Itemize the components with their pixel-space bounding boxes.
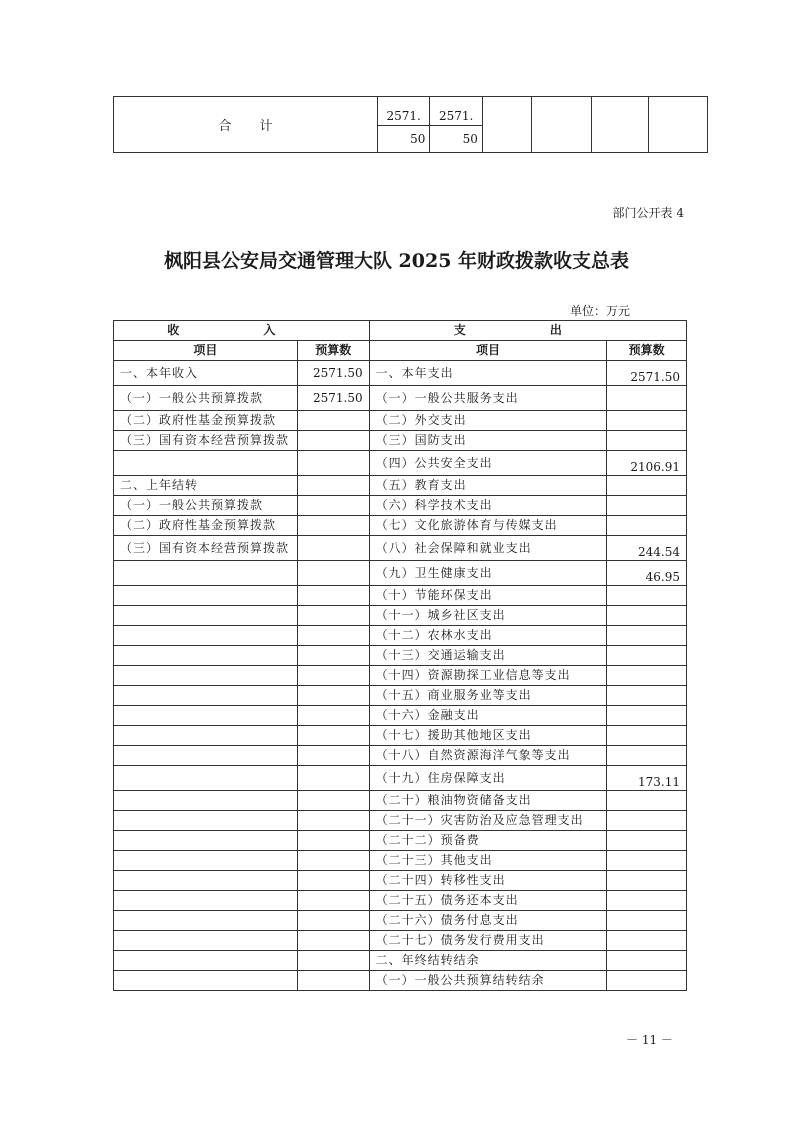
summary-empty-cell (482, 97, 531, 153)
income-item: （一）一般公共预算拨款 (114, 386, 298, 411)
table-row (114, 791, 687, 811)
table-row (114, 851, 687, 871)
expense-item: （五）教育支出 (369, 476, 607, 496)
income-item (114, 686, 298, 706)
income-item (114, 911, 298, 931)
income-item (114, 666, 298, 686)
expense-item: （十一）城乡社区支出 (369, 606, 607, 626)
income-value: 2571.50 (297, 386, 369, 411)
income-value (297, 951, 369, 971)
table-row (114, 561, 687, 586)
expense-header: 支 出 (369, 321, 686, 341)
expense-item: （二）外交支出 (369, 411, 607, 431)
income-value (297, 451, 369, 476)
revenue-expenditure-table (113, 320, 687, 991)
expense-item: （一）一般公共服务支出 (369, 386, 607, 411)
summary-empty-cell (591, 97, 648, 153)
income-value (297, 911, 369, 931)
expense-value (607, 791, 687, 811)
income-value (297, 811, 369, 831)
income-value (297, 606, 369, 626)
expense-item: （八）社会保障和就业支出 (369, 536, 607, 561)
income-item (114, 871, 298, 891)
expense-value (607, 386, 687, 411)
income-value (297, 586, 369, 606)
income-value (297, 931, 369, 951)
expense-value: 2571.50 (607, 361, 687, 386)
table-row (114, 931, 687, 951)
table-row (114, 871, 687, 891)
expense-item: （二十一）灾害防治及应急管理支出 (369, 811, 607, 831)
table-row (114, 706, 687, 726)
income-value (297, 726, 369, 746)
income-item: 一、本年收入 (114, 361, 298, 386)
expense-item: （六）科学技术支出 (369, 496, 607, 516)
expense-value (607, 971, 687, 991)
income-item: （二）政府性基金预算拨款 (114, 411, 298, 431)
expense-value (607, 871, 687, 891)
income-value: 2571.50 (297, 361, 369, 386)
expense-value (607, 831, 687, 851)
income-value (297, 626, 369, 646)
income-value (297, 536, 369, 561)
expense-item: （三）国防支出 (369, 431, 607, 451)
summary-total-label: 合 计 (114, 97, 378, 153)
summary-value-2-line2: 50 (430, 126, 482, 153)
income-item (114, 626, 298, 646)
income-item (114, 586, 298, 606)
expense-value: 244.54 (607, 536, 687, 561)
expense-budget-header: 预算数 (607, 341, 687, 361)
expense-item-header: 项目 (369, 341, 607, 361)
income-value (297, 871, 369, 891)
table-row (114, 746, 687, 766)
income-item (114, 606, 298, 626)
income-item (114, 891, 298, 911)
income-header: 收 入 (114, 321, 370, 341)
table-row (114, 411, 687, 431)
expense-item: （二十四）转移性支出 (369, 871, 607, 891)
income-value (297, 666, 369, 686)
summary-empty-cell (648, 97, 707, 153)
table-row (114, 626, 687, 646)
expense-item: （十四）资源勘探工业信息等支出 (369, 666, 607, 686)
expense-item: （二十）粮油物资储备支出 (369, 791, 607, 811)
income-value (297, 561, 369, 586)
table-row (114, 686, 687, 706)
expense-value (607, 646, 687, 666)
table-row (114, 666, 687, 686)
expense-item: （十七）援助其他地区支出 (369, 726, 607, 746)
expense-value (607, 476, 687, 496)
expense-value (607, 851, 687, 871)
expense-value (607, 666, 687, 686)
income-item (114, 746, 298, 766)
expense-item: （十二）农林水支出 (369, 626, 607, 646)
expense-item: （四）公共安全支出 (369, 451, 607, 476)
expense-item: （二十二）预备费 (369, 831, 607, 851)
expense-value (607, 626, 687, 646)
income-value (297, 766, 369, 791)
income-value (297, 411, 369, 431)
income-value (297, 851, 369, 871)
income-value (297, 431, 369, 451)
expense-item: （二十七）债务发行费用支出 (369, 931, 607, 951)
table-row (114, 726, 687, 746)
table-row (114, 646, 687, 666)
income-item (114, 561, 298, 586)
income-value (297, 791, 369, 811)
expense-item: 一、本年支出 (369, 361, 607, 386)
table-row (114, 951, 687, 971)
expense-item: （一）一般公共预算结转结余 (369, 971, 607, 991)
summary-value-2-line1: 2571. (430, 97, 482, 126)
expense-value (607, 411, 687, 431)
expense-item: 二、年终结转结余 (369, 951, 607, 971)
expense-item: （二十六）债务付息支出 (369, 911, 607, 931)
income-value (297, 516, 369, 536)
expense-value (607, 431, 687, 451)
unit-label: 单位：万元 (570, 304, 631, 318)
income-item (114, 646, 298, 666)
income-value (297, 971, 369, 991)
income-item (114, 951, 298, 971)
expense-value (607, 516, 687, 536)
income-item (114, 851, 298, 871)
table-row (114, 361, 687, 386)
income-value (297, 476, 369, 496)
expense-item: （十三）交通运输支出 (369, 646, 607, 666)
income-item (114, 791, 298, 811)
income-item (114, 931, 298, 951)
income-value (297, 746, 369, 766)
expense-item: （十）节能环保支出 (369, 586, 607, 606)
table-row (114, 451, 687, 476)
table-row (114, 476, 687, 496)
income-value (297, 706, 369, 726)
expense-item: （十八）自然资源海洋气象等支出 (369, 746, 607, 766)
expense-value (607, 686, 687, 706)
income-item: （一）一般公共预算拨款 (114, 496, 298, 516)
expense-item: （二十三）其他支出 (369, 851, 607, 871)
table-row (114, 536, 687, 561)
table-row (114, 496, 687, 516)
income-value (297, 496, 369, 516)
table-row (114, 831, 687, 851)
table-body (114, 361, 687, 991)
table-row (114, 386, 687, 411)
expense-item: （二十五）债务还本支出 (369, 891, 607, 911)
table-row (114, 971, 687, 991)
income-item: 二、上年结转 (114, 476, 298, 496)
income-item: （二）政府性基金预算拨款 (114, 516, 298, 536)
expense-item: （十九）住房保障支出 (369, 766, 607, 791)
expense-value (607, 951, 687, 971)
table-row (114, 766, 687, 791)
expense-item: （七）文化旅游体育与传媒支出 (369, 516, 607, 536)
expense-item: （十五）商业服务业等支出 (369, 686, 607, 706)
expense-value: 173.11 (607, 766, 687, 791)
expense-value (607, 891, 687, 911)
table-number: 部门公开表 4 (612, 206, 684, 220)
table-row (114, 911, 687, 931)
income-item: （三）国有资本经营预算拨款 (114, 536, 298, 561)
expense-value: 2106.91 (607, 451, 687, 476)
income-value (297, 891, 369, 911)
summary-value-1-line1: 2571. (377, 97, 429, 126)
income-value (297, 686, 369, 706)
expense-value (607, 586, 687, 606)
expense-value (607, 606, 687, 626)
summary-value-1-line2: 50 (377, 126, 429, 153)
income-value (297, 646, 369, 666)
table-row (114, 431, 687, 451)
table-row (114, 811, 687, 831)
expense-item: （十六）金融支出 (369, 706, 607, 726)
table-row (114, 606, 687, 626)
income-item (114, 766, 298, 791)
expense-item: （九）卫生健康支出 (369, 561, 607, 586)
expense-value (607, 726, 687, 746)
expense-value (607, 911, 687, 931)
income-item (114, 811, 298, 831)
expense-value (607, 811, 687, 831)
expense-value: 46.95 (607, 561, 687, 586)
table-row (114, 586, 687, 606)
income-item (114, 706, 298, 726)
expense-value (607, 746, 687, 766)
expense-value (607, 706, 687, 726)
income-budget-header: 预算数 (297, 341, 369, 361)
expense-value (607, 496, 687, 516)
summary-table (113, 96, 708, 153)
income-item (114, 831, 298, 851)
income-item (114, 726, 298, 746)
expense-value (607, 931, 687, 951)
table-row (114, 516, 687, 536)
summary-empty-cell (532, 97, 591, 153)
table-row (114, 891, 687, 911)
page-number: － 11 － (626, 1033, 673, 1047)
income-item: （三）国有资本经营预算拨款 (114, 431, 298, 451)
page-title: 枫阳县公安局交通管理大队 2025 年财政拨款收支总表 (163, 250, 630, 272)
income-item (114, 971, 298, 991)
income-value (297, 831, 369, 851)
income-item (114, 451, 298, 476)
income-item-header: 项目 (114, 341, 298, 361)
